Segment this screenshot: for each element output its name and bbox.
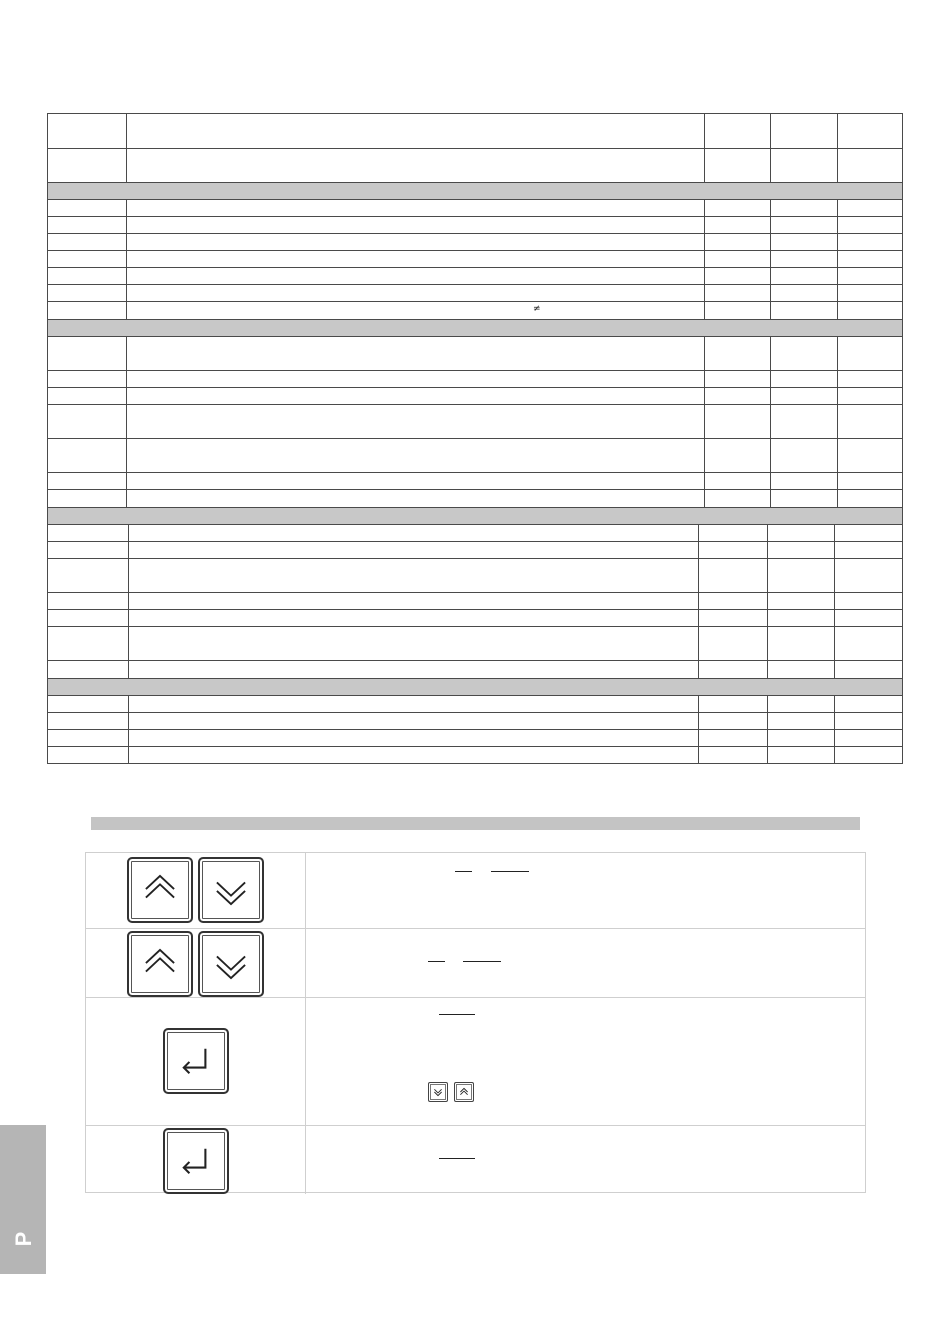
table-row	[48, 216, 902, 233]
table-row	[48, 712, 902, 729]
up-key[interactable]	[127, 931, 193, 997]
key-function-table	[85, 852, 866, 1193]
table-row	[48, 336, 902, 370]
underline-mark	[439, 1014, 475, 1015]
table-row	[48, 438, 902, 472]
table-row	[48, 267, 902, 284]
up-key-small	[454, 1082, 474, 1102]
underline-mark	[491, 871, 529, 872]
underline-mark	[455, 871, 472, 872]
enter-key[interactable]	[163, 1128, 229, 1194]
table-row	[48, 387, 902, 404]
table-row	[48, 472, 902, 489]
table-row	[48, 729, 902, 746]
table-row	[48, 626, 902, 660]
section-side-tab	[0, 1125, 46, 1274]
table-row	[86, 928, 865, 997]
table-row	[48, 746, 902, 763]
table-row	[48, 489, 902, 507]
table-row	[86, 1125, 865, 1194]
table-row	[48, 558, 902, 592]
parameter-table	[47, 113, 903, 764]
table-row	[48, 695, 902, 712]
table-row	[48, 660, 902, 678]
underline-mark	[428, 961, 445, 962]
table-row	[48, 250, 902, 267]
table-row	[48, 541, 902, 558]
table-row	[48, 609, 902, 626]
underline-mark	[439, 1158, 475, 1159]
down-key[interactable]	[198, 931, 264, 997]
table-header-row	[48, 148, 902, 182]
down-key[interactable]	[198, 857, 264, 923]
enter-key[interactable]	[163, 1028, 229, 1094]
up-key[interactable]	[127, 857, 193, 923]
table-row	[48, 370, 902, 387]
section-header	[48, 319, 902, 336]
table-row	[48, 284, 902, 301]
not-equal-symbol: ≠	[533, 304, 541, 314]
section-header	[48, 182, 902, 199]
table-row	[48, 524, 902, 541]
table-row	[48, 199, 902, 216]
table-header-row	[48, 114, 902, 148]
table-row	[86, 997, 865, 1125]
side-tab-label: P	[11, 1231, 36, 1247]
underline-mark	[463, 961, 501, 962]
section-header	[48, 507, 902, 524]
table-row	[48, 592, 902, 609]
section-title-bar	[91, 817, 860, 830]
table-row	[48, 233, 902, 250]
table-row	[86, 853, 865, 928]
table-row	[48, 301, 902, 319]
table-row	[48, 404, 902, 438]
section-header	[48, 678, 902, 695]
down-key-small	[428, 1082, 448, 1102]
